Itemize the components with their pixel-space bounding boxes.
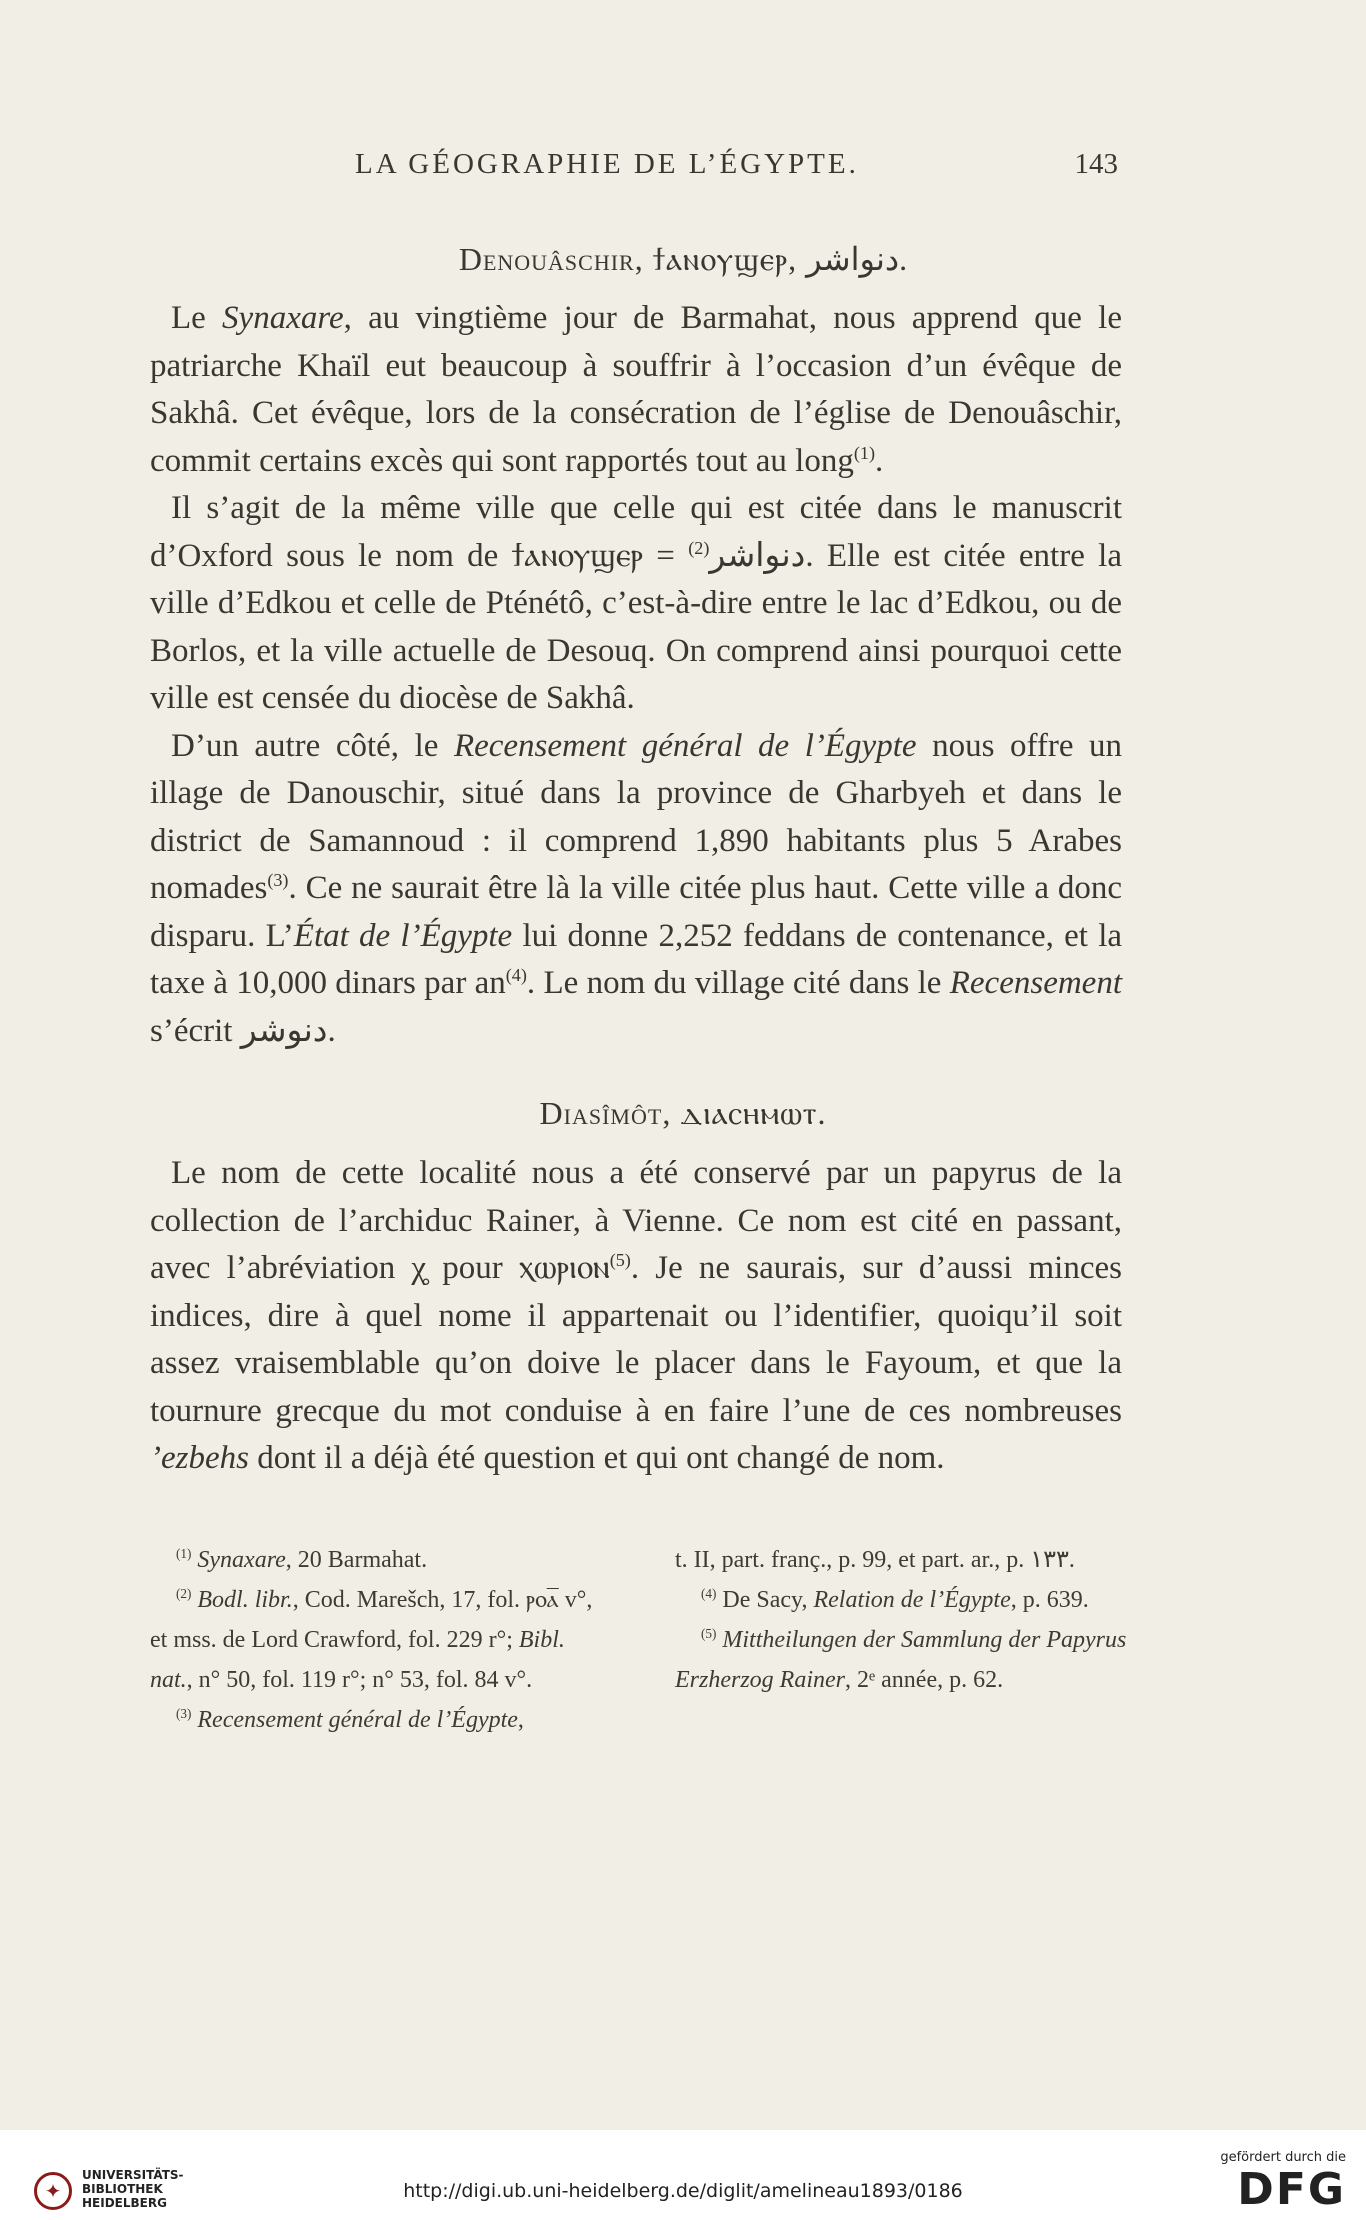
page-number: 143 — [1074, 148, 1118, 180]
viewer-footer — [0, 2130, 1366, 2220]
footnote-continuation: t. II, part. franç., p. 99, et part. ar., p. ١٣٣. — [675, 1547, 1075, 1573]
footnote-ref[interactable]: (5) — [609, 1250, 631, 1270]
footnote-ref[interactable]: (3) — [267, 870, 289, 890]
footnote: $^{(1)}$ Synaxare, 20 Barmahat. — [176, 1546, 428, 1573]
footnote-ref[interactable]: (1) — [853, 442, 875, 463]
library-name[interactable]: UNIVERSITÄTS- BIBLIOTHEK HEIDELBERG — [82, 2168, 184, 2210]
funding-label: gefördert durch die — [1220, 2150, 1346, 2165]
footnotes-right-column — [675, 1540, 1135, 1740]
heading-arabic: دنواشر — [806, 241, 900, 277]
footnote: $^{(2)}$ Bodl. libr., Cod. Marešch, 17, fol. ⲣⲟⲁ̅ v°, et mss. de Lord Crawford, fol. 229 r°; Bibl. nat., n° 50, fol. 119 r°; n° 53, fol. 84 v°. — [150, 1586, 593, 1693]
footnote: $^{(4)}$ De Sacy, Relation de l’Égypte, p. 639. — [701, 1586, 1089, 1613]
section-heading-denouaschir: Denouâschir, ϯⲁⲛⲟⲩϣⲉⲣ, دنواشر. — [458, 241, 908, 277]
paragraph: D’un autre côté, le Recensement général de l’Égypte nous offre un illage de Danouschir, situé dans la province de Gharbyeh et dans le district de Samannoud : il comprend 1,890 habitants plus 5 Arabes nomades$^{(3)}$. Ce ne saurait être là la ville citée plus haut. Cette ville a donc disparu. L’État de l’Égypte lui donne 2,252 feddans de contenance, et la taxe à 10,000 dinars par $an^{(4)}$. Le nom du village cité dans le Recensement s’écrit دنوشر. — [150, 727, 1123, 1049]
footnote: $^{(5)}$ Mittheilungen der Sammlung der Papyrus Erzherzog Rainer, 2ᵉ année, p. 62. — [675, 1626, 1127, 1693]
heading-name: Diasîmôt — [539, 1095, 663, 1131]
running-head: LA GÉOGRAPHIE DE L’ÉGYPTE. — [355, 148, 859, 180]
section2-body — [150, 1150, 1122, 1483]
footnote: $^{(3)}$ Recensement général de l’Égypte, — [176, 1706, 524, 1733]
paragraph: Il s’agit de la même ville que celle qui est citée dans le manuscrit d’Oxford sous le nom de ϯⲁⲛⲟⲩϣⲉⲣ = دنواشر$^{(2)}$ . Elle est citée entre la ville d’Edkou et celle de Pténétô, c’est-à-dire entre le lac d’Edkou, ou de Borlos, et la ville actuelle de Desouq. On comprend ainsi pourquoi cette ville est censée du diocèse de Sakhâ. — [150, 490, 1122, 716]
paragraph: Le nom de cette localité nous a été conservé par un papyrus de la collection de l’archiduc Rainer, à Vienne. Ce nom est cité en passant, avec l’abréviation χ̥ pour ⲭⲱⲣⲓⲟⲛ$^{(5)}$. Je ne saurais, sur d’aussi minces indices, dire à quel nome il appartenait ou l’identifier, quoiqu’il soit assez vraisemblable qu’on doive le placer dans le Fayoum, et que la tournure grecque du mot conduise à en faire l’une de ces nombreuses ’ezbehs dont il a déjà été question et qui ont changé de nom. — [150, 1155, 1122, 1476]
dfg-logo: DFG — [1237, 2164, 1346, 2215]
footnote-ref[interactable]: (4) — [505, 965, 527, 985]
heading-coptic: ϯⲁⲛⲟⲩϣⲉⲣ — [652, 241, 789, 277]
paragraph: Le Synaxare, au vingtième jour de Barmahat, nous apprend que le patriarche Khaïl eut beaucoup à souffrir à l’occasion d’un évêque de Sakhâ. Cet évêque, lors de la consécration de l’église de Denouâschir, commit certains excès qui sont rapportés tout au long$^{(1)}$. — [150, 300, 1122, 479]
university-seal-icon: ✦ — [34, 2172, 72, 2210]
heading-name: Denouâschir — [458, 241, 635, 277]
footnote-ref[interactable]: (2) — [688, 537, 710, 558]
funding-credit[interactable] — [1176, 2150, 1346, 2215]
section1-body — [150, 295, 1122, 1055]
footnotes-left-column — [150, 1540, 610, 1740]
document-url[interactable]: http://digi.ub.uni-heidelberg.de/diglit/amelineau1893/0186 — [403, 2180, 963, 2202]
footnotes — [150, 1540, 1135, 1740]
heading-coptic: ⲇⲓⲁⲥⲏⲙⲱⲧ — [680, 1095, 818, 1131]
section-heading-diasimot: Diasîmôt, ⲇⲓⲁⲥⲏⲙⲱⲧ. — [539, 1095, 827, 1131]
